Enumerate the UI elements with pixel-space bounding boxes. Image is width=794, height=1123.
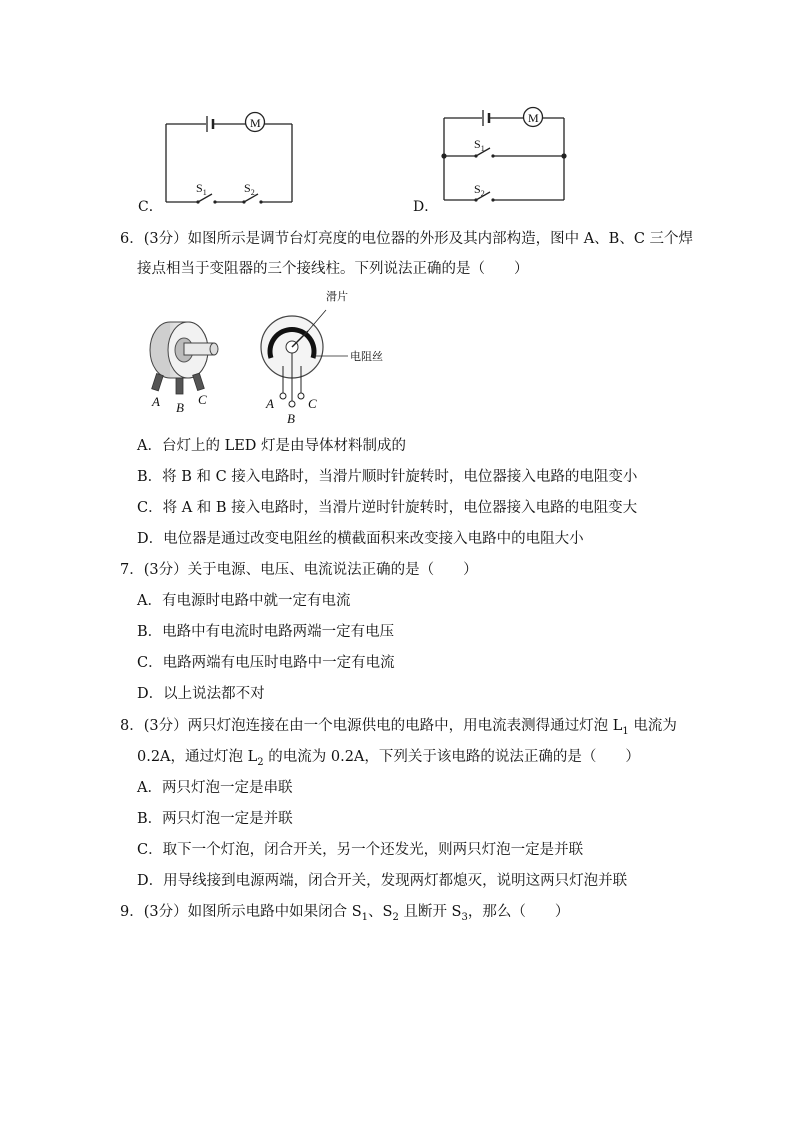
svg-text:滑片: 滑片 xyxy=(326,291,348,303)
question-6-option-c: C．将 A 和 B 接入电路时，当滑片逆时针旋转时，电位器接入电路的电阻变大 xyxy=(137,500,638,516)
question-8-option-d: D．用导线接到电源两端，闭合开关，发现两灯都熄灭，说明这两只灯泡并联 xyxy=(137,873,628,889)
svg-text:S1: $S_1$ xyxy=(196,181,207,197)
svg-text:B: B xyxy=(176,400,184,415)
question-8-line-2: 0.2A，通过灯泡 $L_2$ 的电流为 0.2A，下列关于该电路的说法正确的是（ ） xyxy=(137,749,640,768)
question-6-option-a: A．台灯上的 LED 灯是由导体材料制成的 xyxy=(137,438,407,454)
svg-text:C: C xyxy=(198,392,207,407)
question-8-option-a: A．两只灯泡一定是串联 xyxy=(137,780,293,796)
question-7-option-c: C．电路两端有电压时电路中一定有电流 xyxy=(137,655,395,671)
circuit-figure-c xyxy=(160,108,300,208)
potentiometer-interior-figure xyxy=(258,284,408,432)
svg-text:电阻丝: 电阻丝 xyxy=(350,351,383,363)
svg-text:A: A xyxy=(152,394,160,409)
figure-c-label: C． xyxy=(138,199,163,215)
question-7-option-a: A．有电源时电路中就一定有电流 xyxy=(137,593,351,609)
question-6-line-1: 6．(3分）如图所示是调节台灯亮度的电位器的外形及其内部构造，图中 A、B、C 三个焊 xyxy=(120,231,694,247)
question-8-option-b: B．两只灯泡一定是并联 xyxy=(137,811,293,827)
svg-text:A: A xyxy=(266,396,274,411)
question-6-option-d: D．电位器是通过改变电阻丝的横截面积来改变接入电路中的电阻大小 xyxy=(137,531,584,547)
svg-text:S1: $S_1$ xyxy=(474,137,485,153)
question-6-option-b: B．将 B 和 C 接入电路时，当滑片顺时针旋转时，电位器接入电路的电阻变小 xyxy=(137,469,638,485)
svg-text:M: M xyxy=(528,111,539,125)
svg-text:S2: $S_2$ xyxy=(474,182,485,198)
question-8-option-c: C．取下一个灯泡，闭合开关，另一个还发光，则两只灯泡一定是并联 xyxy=(137,842,584,858)
question-7-option-b: B．电路中有电流时电路两端一定有电压 xyxy=(137,624,395,640)
question-9-stem: 9．(3分）如图所示电路中如果闭合 $S_1$、$S_2$ 且断开 $S_3$，那么（ ） xyxy=(120,904,570,923)
question-6-line-2: 接点相当于变阻器的三个接线柱。下列说法正确的是（ ） xyxy=(137,261,529,277)
potentiometer-exterior-figure xyxy=(138,316,238,416)
motor-symbol: M xyxy=(250,116,261,130)
svg-text:B: B xyxy=(287,411,295,426)
question-8-line-1: 8．(3分）两只灯泡连接在由一个电源供电的电路中，用电流表测得通过灯泡 $L_1$ 电流为 xyxy=(120,718,677,737)
question-7-stem: 7．(3分）关于电源、电压、电流说法正确的是（ ） xyxy=(120,562,478,578)
svg-text:C: C xyxy=(308,396,317,411)
svg-text:S2: $S_2$ xyxy=(244,181,255,197)
circuit-figure-d xyxy=(438,104,572,208)
question-7-option-d: D．以上说法都不对 xyxy=(137,686,265,702)
figure-d-label: D． xyxy=(413,199,439,215)
